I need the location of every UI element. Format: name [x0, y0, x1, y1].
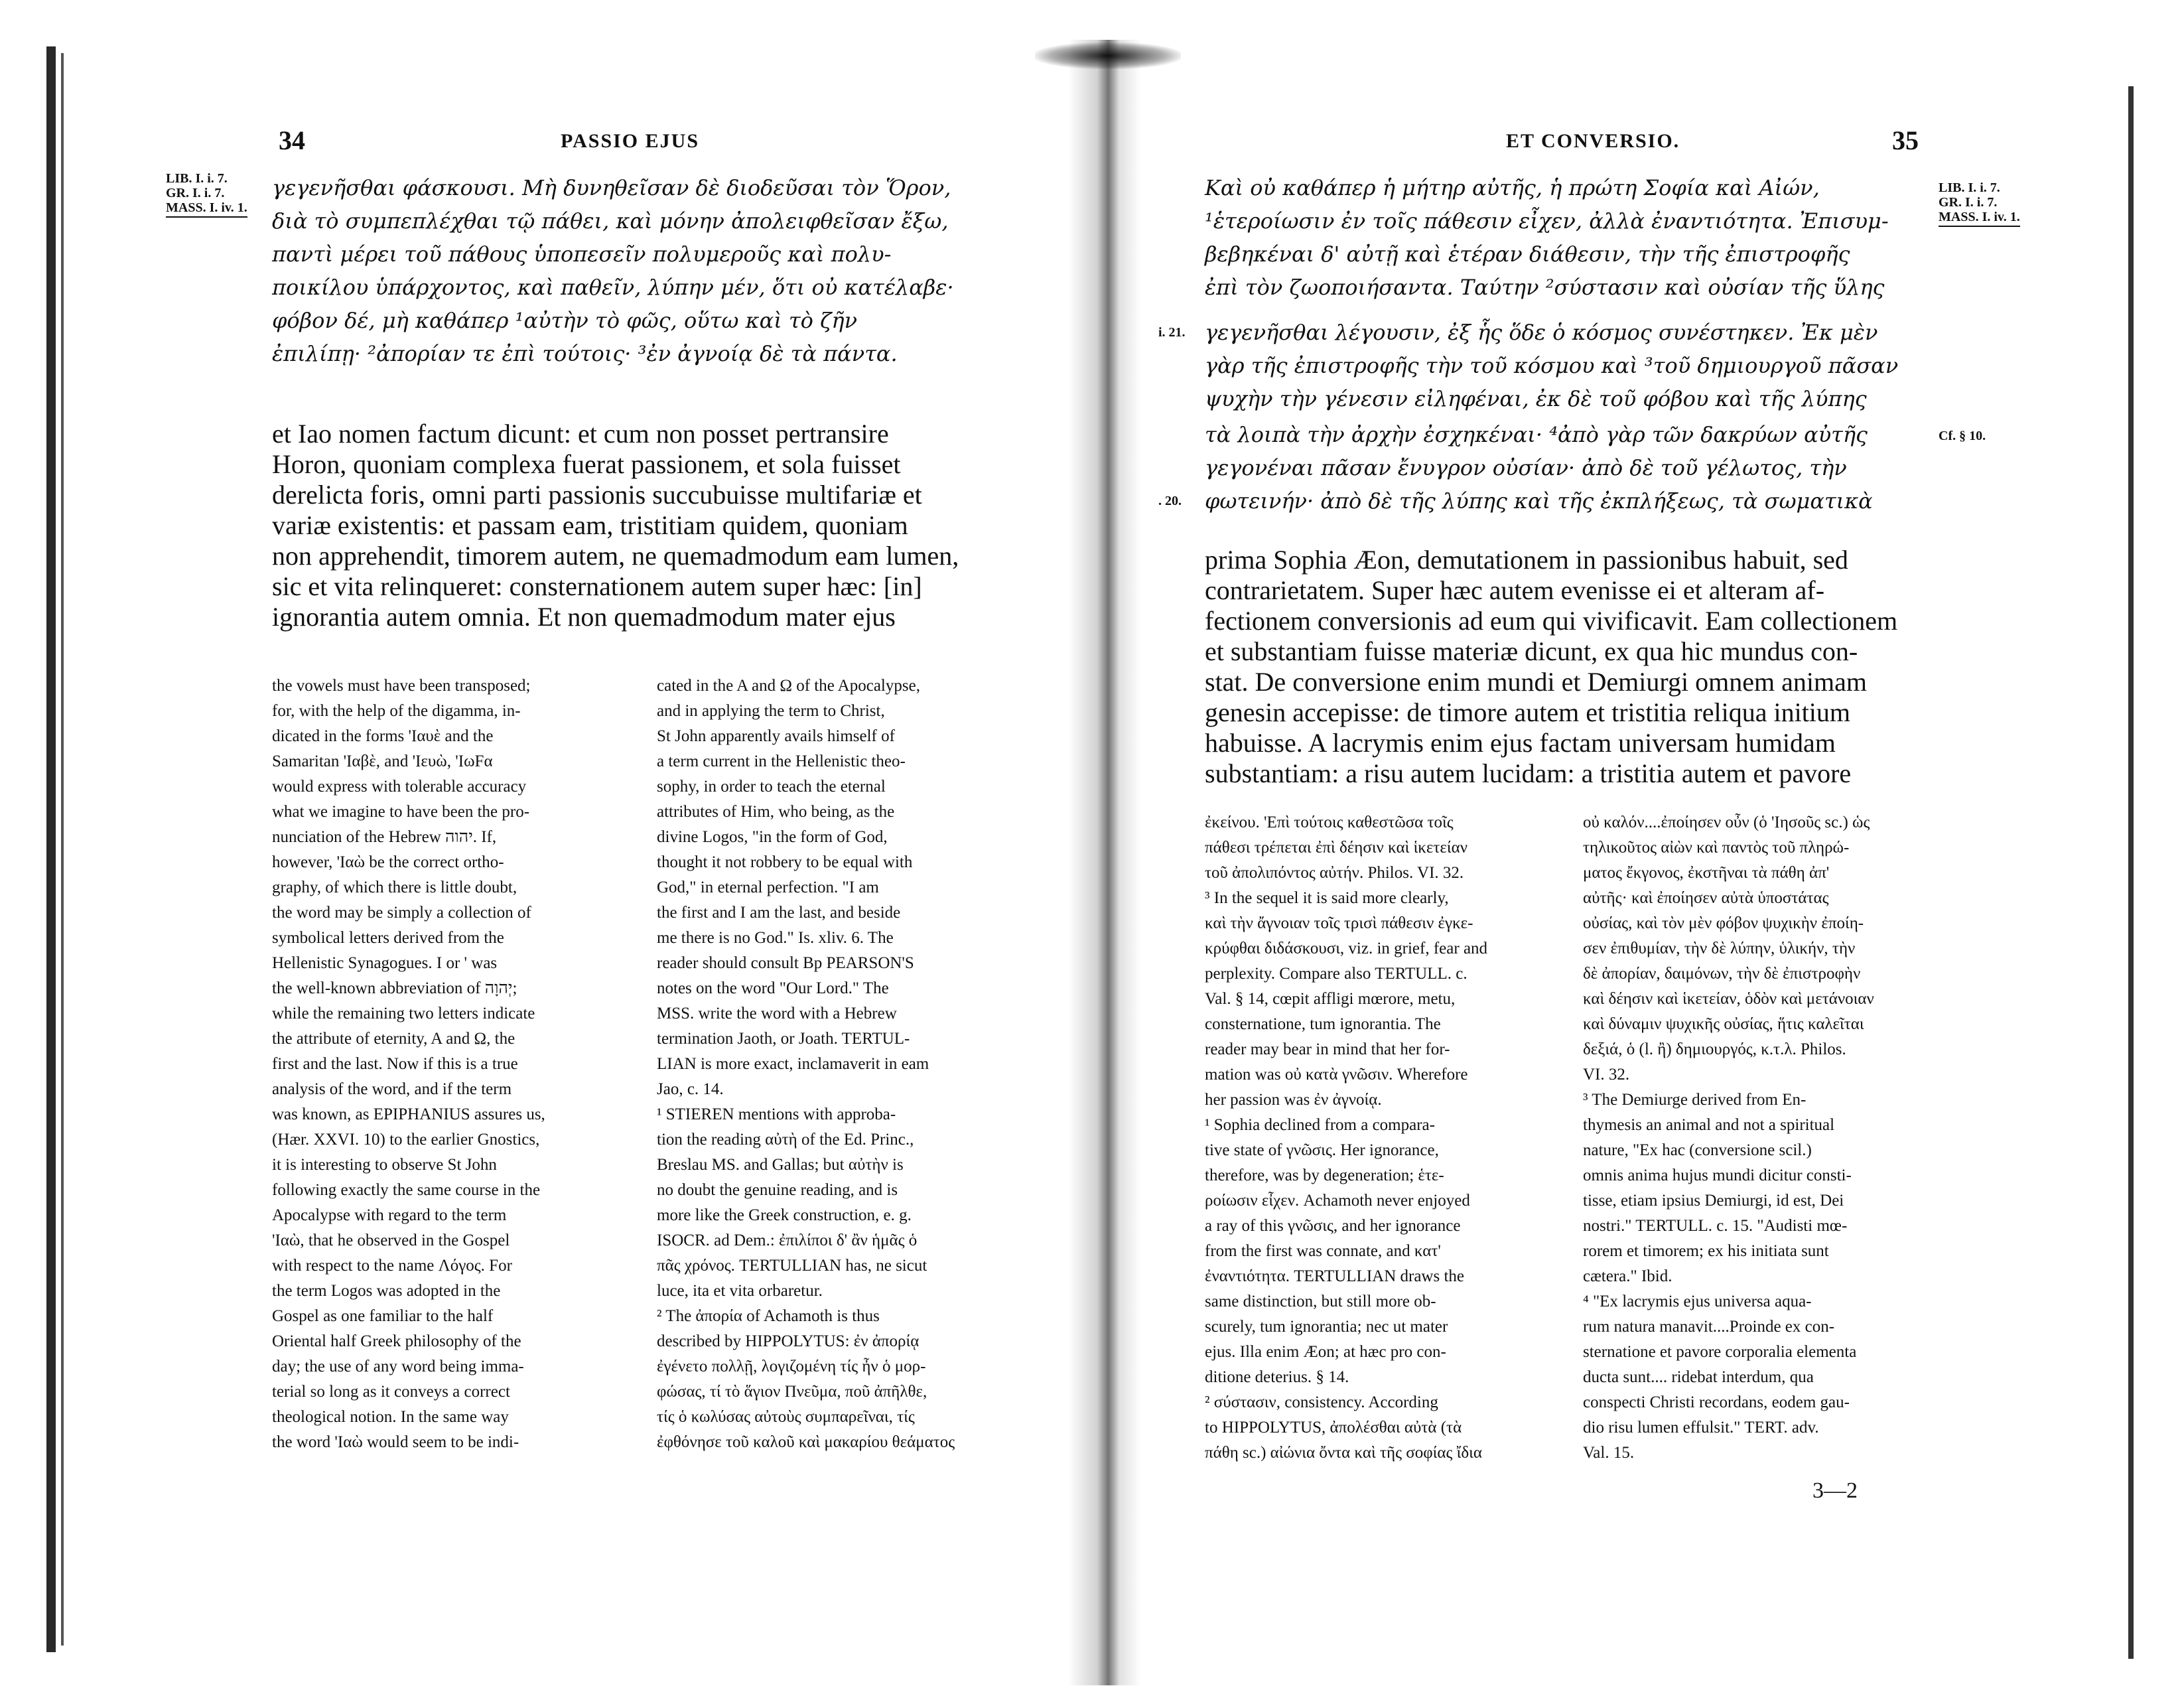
footnote-line: cated in the A and Ω of the Apocalypse,: [657, 677, 920, 695]
margin-ref-line: GR. I. i. 7.: [166, 186, 225, 200]
footnote-line: sophy, in order to teach the eternal: [657, 778, 886, 796]
footnote-line: tion the reading αὐτὴ of the Ed. Princ.,: [657, 1131, 914, 1149]
footnote-line: rum natura manavit....Proinde ex con-: [1583, 1318, 1835, 1336]
footnote-line: Samaritan 'Ιαβὲ, and 'Ιευὼ, 'ΙωFα: [272, 752, 493, 770]
footnote-line: ditione deterius. § 14.: [1205, 1368, 1349, 1386]
margin-ref-rule: [166, 216, 247, 218]
footnote-line: καὶ δύναμιν ψυχικῆς οὐσίας, ἥτις καλεῖται: [1583, 1015, 1864, 1033]
footnote-line: divine Logos, "in the form of God,: [657, 828, 888, 846]
footnote-line: would express with tolerable accuracy: [272, 778, 527, 796]
footnote-line: ⁴ "Ex lacrymis ejus universa aqua-: [1583, 1293, 1812, 1310]
footnote-line: ducta sunt.... ridebat interdum, qua: [1583, 1368, 1814, 1386]
footnote-line: φώσας, τί τὸ ἅγιον Πνεῦμα, ποῦ ἀπῆλθε,: [657, 1383, 927, 1401]
footnote-line: from the first was connate, and κατ': [1205, 1242, 1441, 1260]
latin-line: habuisse. A lacrymis enim ejus factam universam humidam: [1205, 728, 1836, 758]
footnote-line: symbolical letters derived from the: [272, 929, 504, 947]
footnote-line: luce, ita et vita orbaretur.: [657, 1282, 823, 1300]
footnote-line: notes on the word "Our Lord." The: [657, 979, 889, 997]
footnote-line: a ray of this γνῶσις, and her ignorance: [1205, 1217, 1461, 1235]
footnote-line: day; the use of any word being imma-: [272, 1358, 524, 1375]
margin-ref-line: MASS. I. iv. 1.: [1939, 210, 2020, 224]
greek-line: ἐπιλίπῃ· ²ἀπορίαν τε ἐπὶ τούτοις· ³ἐν ἀγνοίᾳ δὲ τὰ πάντα.: [272, 341, 898, 366]
footnote-line: dio risu lumen effulsit." TERT. adv.: [1583, 1419, 1819, 1437]
footnote-line: me there is no God." Is. xliv. 6. The: [657, 929, 894, 947]
footnote-line: tive state of γνῶσις. Her ignorance,: [1205, 1141, 1439, 1159]
greek-line: ψυχὴν τὴν γένεσιν εἰληφέναι, ἐκ δὲ τοῦ φόβου καὶ τῆς λύπης: [1205, 386, 1867, 411]
signature-mark: 3—2: [1812, 1478, 1858, 1503]
footnote-line: ἐγένετο πολλῇ, λογιζομένη τίς ἦν ὁ μορ-: [657, 1358, 926, 1375]
greek-line: βεβηκέναι δ' αὐτῇ καὶ ἑτέραν διάθεσιν, τὴν τῆς ἐπιστροφῆς: [1205, 242, 1850, 267]
footnote-line: first and the last. Now if this is a true: [272, 1055, 518, 1073]
footnote-line: Val. 15.: [1583, 1444, 1635, 1462]
footnote-line: was known, as EPIPHANIUS assures us,: [272, 1105, 545, 1123]
footnote-line: οὐ καλόν....ἐποίησεν οὖν (ὁ 'Ιησοῦς sc.) ὡς: [1583, 813, 1870, 831]
footnote-line: Gospel as one familiar to the half: [272, 1307, 494, 1325]
footnote-line: thymesis an animal and not a spiritual: [1583, 1116, 1835, 1134]
greek-line: γεγενῆσθαι λέγουσιν, ἐξ ἧς ὅδε ὁ κόσμος συνέστηκεν. Ἐκ μὲν: [1205, 320, 1878, 345]
greek-line: τὰ λοιπὰ τὴν ἀρχὴν ἐσχηκέναι· ⁴ἀπὸ γὰρ τῶν δακρύων αὐτῆς: [1205, 422, 1868, 447]
footnote-line: ¹ STIEREN mentions with approba-: [657, 1105, 896, 1123]
footnote-line: what we imagine to have been the pro-: [272, 803, 530, 821]
footnote-line: ejus. Illa enim Æon; at hæc pro con-: [1205, 1343, 1446, 1361]
greek-line: φωτεινήν· ἀπὸ δὲ τῆς λύπης καὶ τῆς ἐκπλήξεως, τὰ σωματικὰ: [1205, 488, 1873, 514]
footnote-line: τίς ὁ κωλύσας αὐτοὺς συμπαρεῖναι, τίς: [657, 1408, 915, 1426]
footnote-line: ² The ἀπορία of Achamoth is thus: [657, 1307, 880, 1325]
latin-line: ignorantia autem omnia. Et non quemadmodum mater ejus: [272, 602, 896, 632]
page-number: 34: [279, 125, 305, 155]
footnote-line: analysis of the word, and if the term: [272, 1080, 512, 1098]
footnote-line: ματος ἔκγονος, ἐκστῆναι τὰ πάθη ἀπ': [1583, 864, 1830, 882]
latin-line: sic et vita relinqueret: consternationem autem super hæc: [in]: [272, 571, 922, 601]
right-page: [1092, 0, 2184, 1688]
latin-line: Horon, quoniam complexa fuerat passionem, et sola fuisset: [272, 449, 901, 479]
footnote-line: σεν ἐπιθυμίαν, τὴν δὲ λύπην, ὑλικήν, τὴν: [1583, 940, 1856, 957]
footnote-line: omnis anima hujus mundi dicitur consti-: [1583, 1166, 1852, 1184]
footnote-line: πᾶς χρόνος. TERTULLIAN has, ne sicut: [657, 1257, 927, 1275]
footnote-line: Jao, c. 14.: [657, 1080, 724, 1098]
latin-line: fectionem conversionis ad eum qui vivificavit. Eam collectionem: [1205, 606, 1898, 636]
margin-ref-line: LIB. I. i. 7.: [166, 171, 228, 186]
footnote-line: rorem et timorem; ex his initiata sunt: [1583, 1242, 1829, 1260]
footnote-line: God," in eternal perfection. "I am: [657, 879, 879, 896]
footnote-line: πάθεσι τρέπεται ἐπὶ δέησιν καὶ ἱκετείαν: [1205, 839, 1468, 857]
latin-line: contrarietatem. Super hæc autem evenisse ei et alteram af-: [1205, 575, 1825, 605]
margin-ref-rule: [1939, 226, 2020, 227]
footnote-line: nunciation of the Hebrew יהוה. If,: [272, 828, 497, 846]
page-number: 35: [1892, 125, 1919, 155]
footnote-line: LIAN is more exact, inclamaverit in eam: [657, 1055, 929, 1073]
footnote-line: while the remaining two letters indicate: [272, 1005, 535, 1022]
footnote-line: her passion was ἐν ἀγνοίᾳ.: [1205, 1091, 1382, 1109]
line-marker: i. 21.: [1158, 325, 1186, 340]
latin-line: stat. De conversione enim mundi et Demiurgi omnem animam: [1205, 667, 1867, 697]
footnote-line: Oriental half Greek philosophy of the: [272, 1332, 521, 1350]
footnote-line: nature, "Ex hac (conversione scil.): [1583, 1141, 1812, 1159]
footnote-line: ροίωσιν εἶχεν. Achamoth never enjoyed: [1205, 1192, 1470, 1210]
footnote-line: ³ The Demiurge derived from En-: [1583, 1091, 1807, 1109]
margin-reference: [1939, 180, 2020, 227]
greek-line: φόβον δέ, μὴ καθάπερ ¹αὐτὴν τὸ φῶς, οὕτω καὶ τὸ ζῆν: [272, 308, 858, 333]
footnote-line: mation was οὐ κατὰ γνῶσιν. Wherefore: [1205, 1066, 1468, 1084]
footnote-line: perplexity. Compare also TERTULL. c.: [1205, 965, 1467, 983]
footnote-line: St John apparently avails himself of: [657, 727, 895, 745]
footnote-line: VI. 32.: [1583, 1066, 1630, 1084]
footnote-line: Apocalypse with regard to the term: [272, 1206, 507, 1224]
footnote-line: ἐναντιότητα. TERTULLIAN draws the: [1205, 1267, 1465, 1285]
footnote-line: τηλικοῦτος αἰὼν καὶ παντὸς τοῦ πληρώ-: [1583, 839, 1850, 857]
footnote-line: the first and I am the last, and beside: [657, 904, 901, 922]
footnote-line: καὶ δέησιν καὶ ἱκετείαν, ὁδὸν καὶ μετάνοιαν: [1583, 990, 1874, 1008]
footnote-line: however, 'Ιαὼ be the correct ortho-: [272, 853, 504, 871]
footnote-line: thought it not robbery to be equal with: [657, 853, 913, 871]
footnote-line: termination Jaoth, or Joath. TERTUL-: [657, 1030, 910, 1048]
footnote-line: following exactly the same course in the: [272, 1181, 541, 1199]
footnote-line: terial so long as it conveys a correct: [272, 1383, 510, 1401]
footnote-line: and in applying the term to Christ,: [657, 702, 885, 720]
footnote-line: ἐκείνου. 'Επὶ τούτοις καθεστῶσα τοῖς: [1205, 813, 1454, 831]
footnote-line: the term Logos was adopted in the: [272, 1282, 501, 1300]
footnote-line: sternatione et pavore corporalia elementa: [1583, 1343, 1857, 1361]
footnote-line: graphy, of which there is little doubt,: [272, 879, 517, 896]
greek-line: Καὶ οὐ καθάπερ ἡ μήτηρ αὐτῆς, ἡ πρώτη Σοφία καὶ Αἰών,: [1205, 175, 1820, 200]
margin-ref-line: MASS. I. iv. 1.: [166, 200, 247, 215]
margin-reference: [166, 171, 247, 218]
footnote-line: scurely, tum ignorantia; nec ut mater: [1205, 1318, 1448, 1336]
greek-line: ἐπὶ τὸν ζωοποιήσαντα. Ταύτην ²σύστασιν καὶ οὐσίαν τῆς ὕλης: [1205, 275, 1885, 300]
footnote-line: Val. § 14, cœpit affligi mœrore, metu,: [1205, 990, 1456, 1008]
footnote-line: ISOCR. ad Dem.: ἐπιλίποι δ' ἂν ἡμᾶς ὁ: [657, 1231, 918, 1249]
footnote-line: with respect to the name Λόγος. For: [272, 1257, 512, 1275]
footnote-line: δὲ ἀπορίαν, δαιμόνων, τὴν δὲ ἐπιστροφὴν: [1583, 965, 1861, 983]
footnote-line: reader may bear in mind that her for-: [1205, 1040, 1450, 1058]
footnote-line: the vowels must have been transposed;: [272, 677, 531, 695]
footnote-line: καὶ τὴν ἄγνοιαν τοῖς τρισὶ πάθεσιν ἐγκε-: [1205, 914, 1473, 932]
footnote-line: πάθη sc.) αἰώνια ὄντα καὶ τῆς σοφίας ἴδια: [1205, 1444, 1482, 1462]
footnote-line: the word may be simply a collection of: [272, 904, 531, 922]
latin-line: variæ existentis: et passam eam, tristitiam quidem, quoniam: [272, 510, 908, 540]
footnote-line: no doubt the genuine reading, and is: [657, 1181, 898, 1199]
latin-line: prima Sophia Æon, demutationem in passionibus habuit, sed: [1205, 545, 1848, 575]
footnote-line: reader should consult Bp PEARSON'S: [657, 954, 914, 972]
footnote-line: for, with the help of the digamma, in-: [272, 702, 521, 720]
footnote-line: same distinction, but still more ob-: [1205, 1293, 1436, 1310]
footnote-line: described by HIPPOLYTUS: ἐν ἀπορίᾳ: [657, 1332, 920, 1350]
latin-line: et substantiam fuisse materiæ dicunt, ex qua hic mundus con-: [1205, 636, 1858, 666]
footnote-line: ² σύστασιν, consistency. According: [1205, 1393, 1438, 1411]
footnote-line: dicated in the forms 'Ιαυὲ and the: [272, 727, 494, 745]
latin-line: genesin accepisse: de timore autem et tristitia reliqua initium: [1205, 697, 1851, 727]
greek-line: γεγενῆσθαι φάσκουσι. Μὴ δυνηθεῖσαν δὲ διοδεῦσαι τὸν Ὅρον,: [272, 175, 951, 200]
greek-line: ¹ἑτεροίωσιν ἐν τοῖς πάθεσιν εἶχεν, ἀλλὰ ἐναντιότητα. Ἐπισυμ-: [1205, 208, 1889, 234]
footnote-line: therefore, was by degeneration; ἑτε-: [1205, 1166, 1444, 1184]
footnote-line: Breslau MS. and Gallas; but αὐτὴν is: [657, 1156, 904, 1174]
footnote-line: theological notion. In the same way: [272, 1408, 509, 1426]
footnote-line: κρύφθαι διδάσκουσι, viz. in grief, fear and: [1205, 940, 1488, 957]
line-marker: . 20.: [1158, 494, 1182, 508]
footnote-line: more like the Greek construction, e. g.: [657, 1206, 912, 1224]
footnote-line: ¹ Sophia declined from a compara-: [1205, 1116, 1435, 1134]
running-title: ET CONVERSIO.: [1506, 130, 1680, 152]
footnote-line: 'Ιαὼ, that he observed in the Gospel: [272, 1231, 510, 1249]
footnote-line: οὐσίας, καὶ τὸν μὲν φόβον ψυχικὴν ἐποίη-: [1583, 914, 1864, 932]
footnote-line: nostri." TERTULL. c. 15. "Audisti mœ-: [1583, 1217, 1848, 1235]
latin-line: derelicta foris, omni parti passionis succubuisse multifariæ et: [272, 480, 922, 510]
footnote-line: MSS. write the word with a Hebrew: [657, 1005, 897, 1022]
footnote-line: Hellenistic Synagogues. I or ' was: [272, 954, 498, 972]
footnote-line: the word 'Ιαὼ would seem to be indi-: [272, 1433, 519, 1451]
footnote-line: ἐφθόνησε τοῦ καλοῦ καὶ μακαρίου θεάματος: [657, 1433, 955, 1451]
line-marker: Cf. § 10.: [1939, 429, 1986, 443]
margin-ref-line: LIB. I. i. 7.: [1939, 180, 2000, 195]
footnote-line: δεξιά, ὁ (l. ἢ) δημιουργός, κ.τ.λ. Philos.: [1583, 1040, 1846, 1058]
greek-line: γεγονέναι πᾶσαν ἔνυγρον οὐσίαν· ἀπὸ δὲ τοῦ γέλωτος, τὴν: [1205, 455, 1847, 480]
latin-line: substantiam: a risu autem lucidam: a tristitia autem et pavore: [1205, 758, 1852, 788]
footnote-line: it is interesting to observe St John: [272, 1156, 497, 1174]
footnote-line: cætera." Ibid.: [1583, 1267, 1672, 1285]
running-title: PASSIO EJUS: [561, 130, 700, 152]
footnote-line: a term current in the Hellenistic theo-: [657, 752, 906, 770]
margin-ref-line: GR. I. i. 7.: [1939, 195, 1998, 210]
footnote-line: to HIPPOLYTUS, ἀπολέσθαι αὐτὰ (τὰ: [1205, 1419, 1462, 1437]
latin-line: non apprehendit, timorem autem, ne quemadmodum eam lumen,: [272, 541, 959, 571]
footnote-line: τοῦ ἀπολιπόντος αὐτήν. Philos. VI. 32.: [1205, 864, 1464, 882]
footnote-line: consternatione, tum ignorantia. The: [1205, 1015, 1441, 1033]
footnote-line: tisse, etiam ipsius Demiurgi, id est, Dei: [1583, 1192, 1844, 1210]
greek-line: γὰρ τῆς ἐπιστροφῆς τὴν τοῦ κόσμου καὶ ³τοῦ δημιουργοῦ πᾶσαν: [1205, 353, 1899, 378]
footnote-line: conspecti Christi recordans, eodem gau-: [1583, 1393, 1850, 1411]
greek-line: διὰ τὸ συμπεπλέχθαι τῷ πάθει, καὶ μόνην ἀπολειφθεῖσαν ἔξω,: [272, 208, 949, 234]
footnote-line: ³ In the sequel it is said more clearly,: [1205, 889, 1449, 907]
footnote-line: the attribute of eternity, A and Ω, the: [272, 1030, 515, 1048]
footnote-line: attributes of Him, who being, as the: [657, 803, 895, 821]
greek-line: ποικίλου ὑπάρχοντος, καὶ παθεῖν, λύπην μέν, ὅτι οὐ κατέλαβε·: [272, 275, 954, 300]
latin-line: et Iao nomen factum dicunt: et cum non posset pertransire: [272, 419, 889, 449]
footnote-line: the well-known abbreviation of יְהוָה;: [272, 979, 517, 997]
greek-line: παντὶ μέρει τοῦ πάθους ὑποπεσεῖν πολυμεροῦς καὶ πολυ-: [272, 242, 892, 267]
footnote-line: (Hær. XXVI. 10) to the earlier Gnostics,: [272, 1131, 540, 1149]
footnote-line: αὐτῆς· καὶ ἐποίησεν αὐτὰ ὑποστάτας: [1583, 889, 1829, 907]
